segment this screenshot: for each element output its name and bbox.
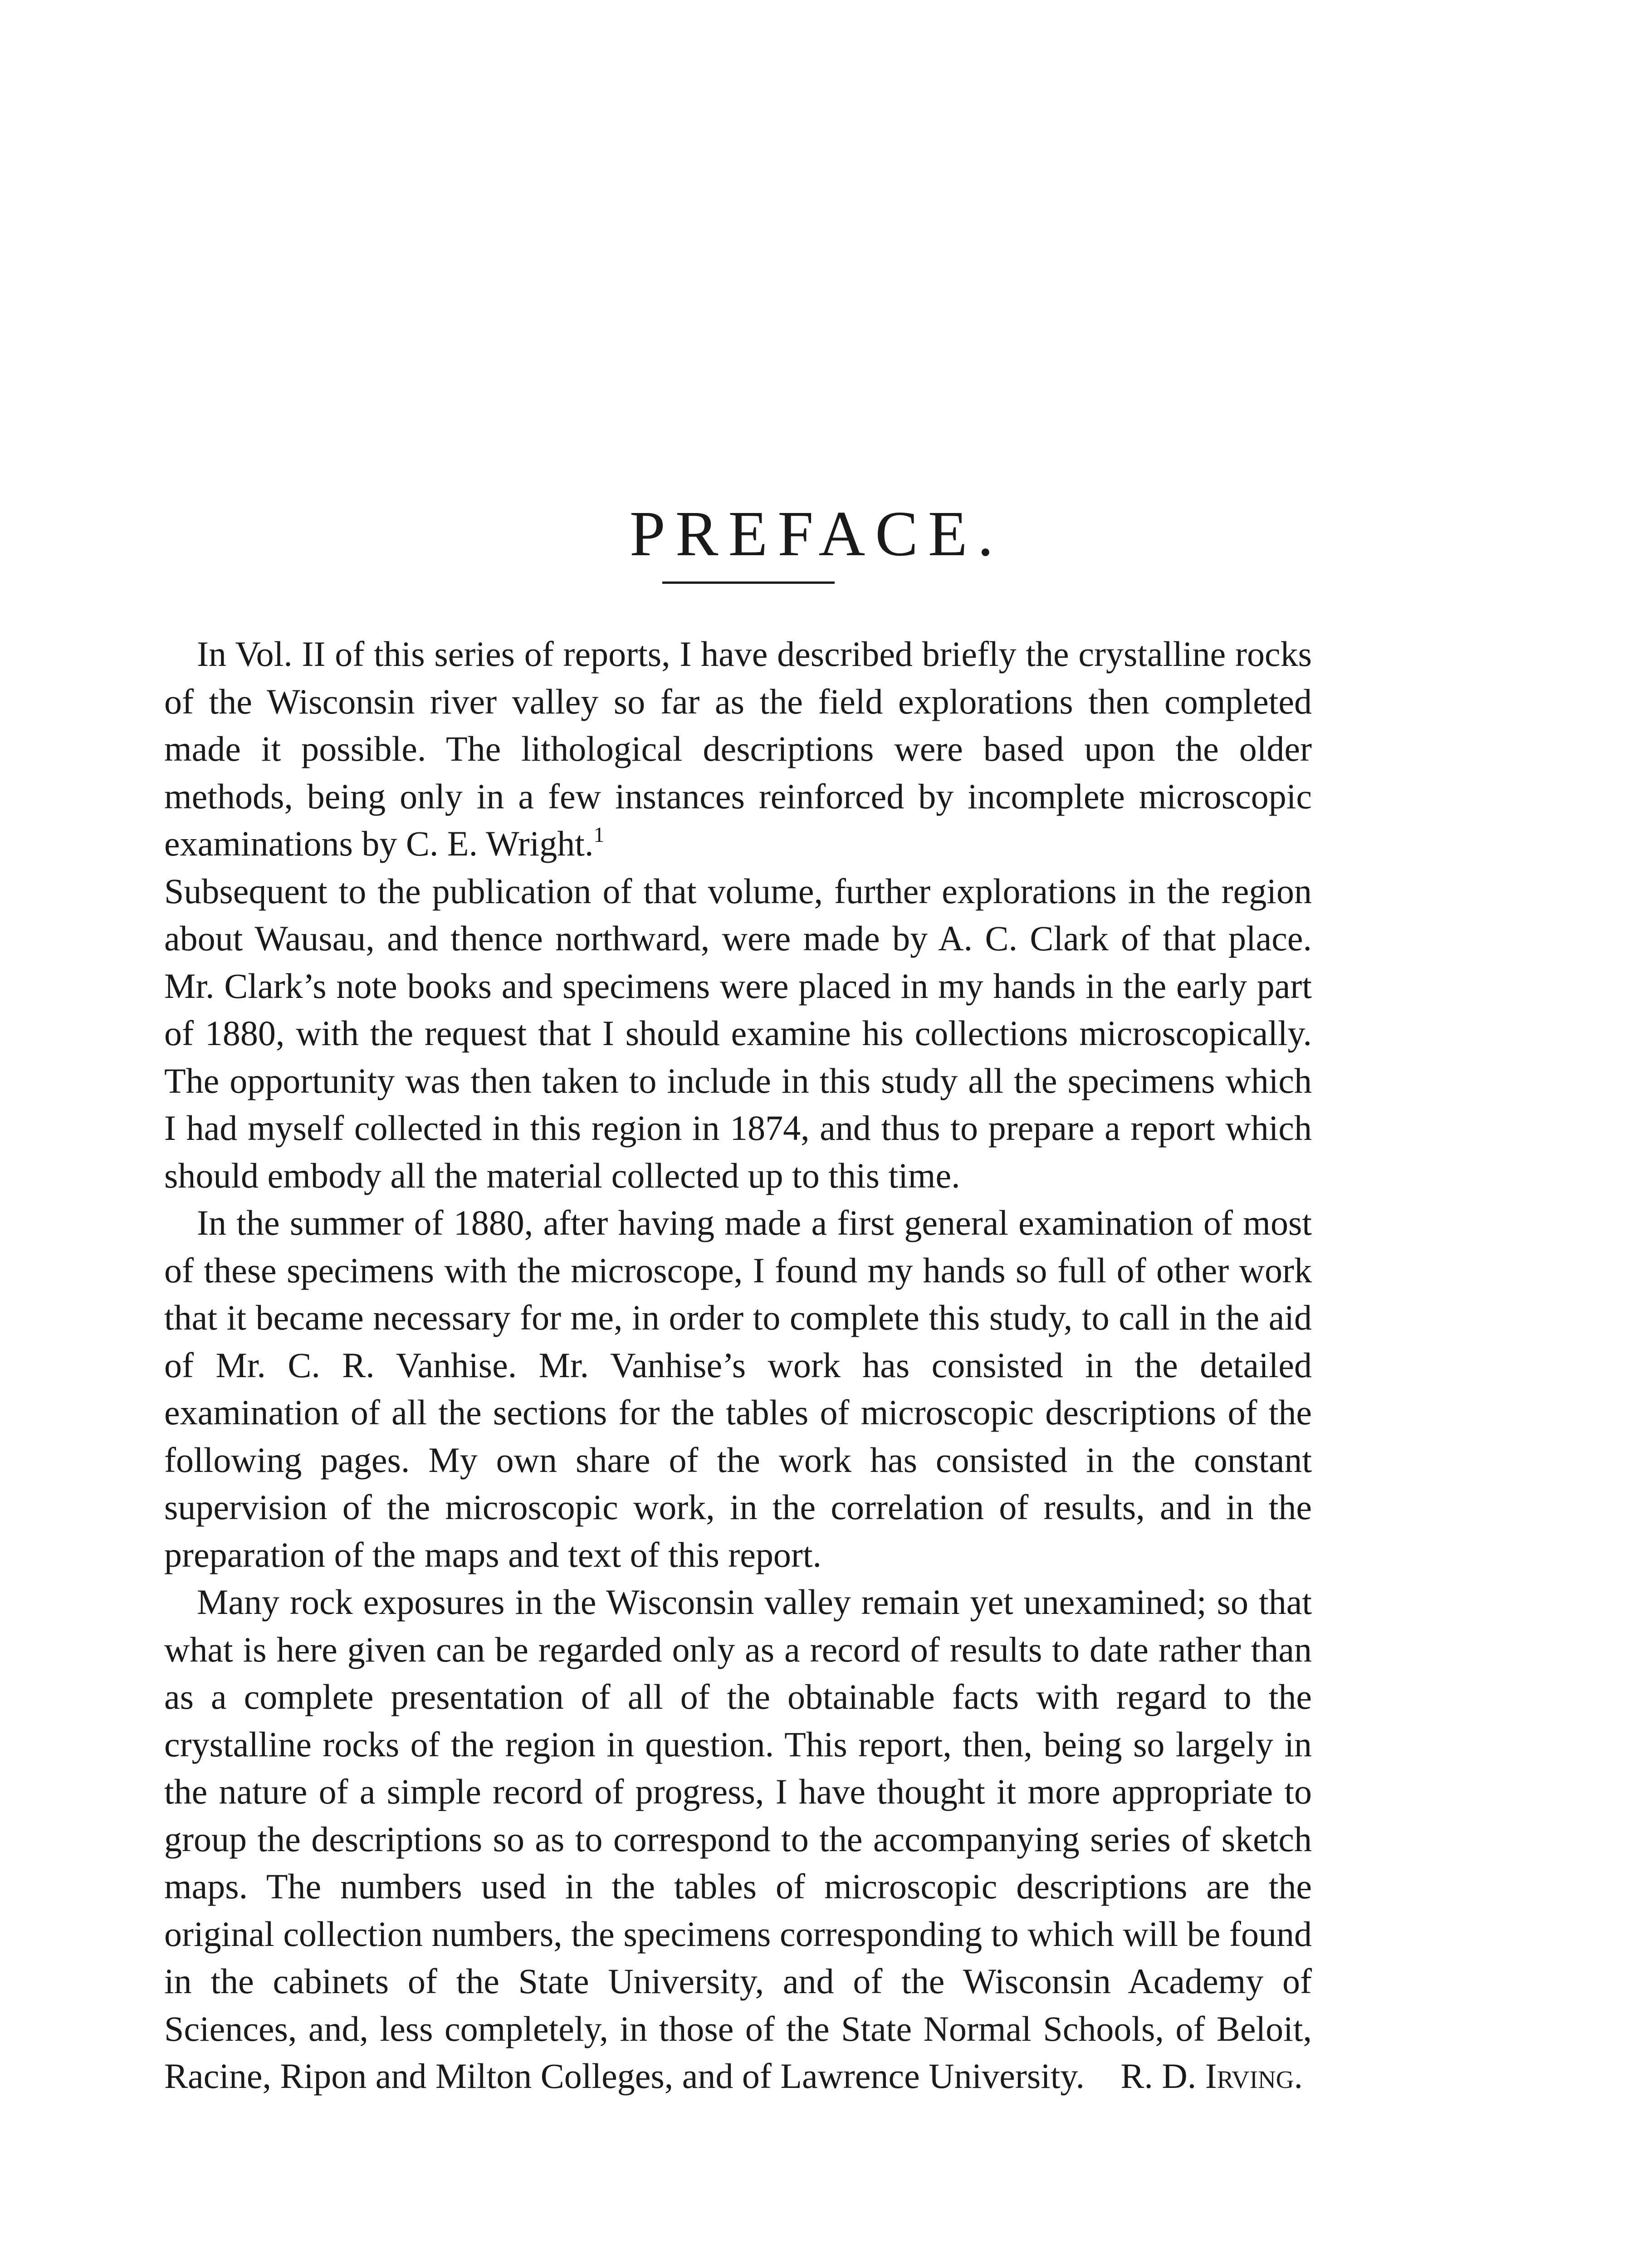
page-title: PREFACE. [629,498,1004,570]
paragraph-3-text: In the summer of 1880, after having made a first general examination of most of these specimens with the microscope, I found my hands so full of other work that it became necessary for me, in order to complete this study, to call in the aid of Mr. C. R. Vanhise. Mr. Vanhise’s work has consisted in the detailed examination of all the sections for the tables of microscopic descriptions of the following pages. My own share of the work has consisted in the constant supervision of the microscopic work, in the correlation of results, and in the preparation of the maps and text of this report. [164,1203,1312,1574]
paragraph-4 [164,1579,1312,2100]
paragraph-4-text: Many rock exposures in the Wisconsin valley remain yet unexamined; so that what is here given can be regarded only as a record of results to date rather than as a complete presentation of all of the obtainable facts with regard to the crystalline rocks of the region in question. This report, then, being so largely in the nature of a simple record of progress, I have thought it more appropriate to group the descriptions so as to correspond to the accompanying series of sketch maps. The numbers used in the tables of microscopic descriptions are the original collection numbers, the specimens corresponding to which will be found in the cabinets of the State University, and of the Wisconsin Academy of Sciences, and, less completely, in those of the State Normal Schools, of Beloit, Racine, Ripon and Milton Colleges, and of Lawrence University. [164,1582,1312,2096]
paragraph-1-text: In Vol. II of this series of reports, I have described briefly the crystalline rocks of the Wisconsin river valley so far as the field explorations then completed made it possible. The lithological descriptions were based upon the older methods, being only in a few instances reinforced by incomplete microscopic examinations by C. E. Wright. [164,634,1312,863]
footnote-reference: 1 [593,823,605,847]
paragraph-3 [164,1199,1312,1579]
title-divider [662,582,835,584]
paragraph-1 [164,631,1312,868]
preface-body [164,631,1312,2100]
paragraph-2 [164,868,1312,1200]
paragraph-2-text: Subsequent to the publication of that volume, further explorations in the region about Wausau, and thence northward, were made by A. C. Clark of that place. Mr. Clark’s note books and specimens were placed in my hands in the early part of 1880, with the request that I should examine his collections microscopically. The opportunity was then taken to include in this study all the specimens which I had myself collected in this region in 1874, and thus to prepare a report which should embody all the material collected up to this time. [164,871,1312,1195]
author-signature: R. D. Irving. [1120,2056,1303,2096]
